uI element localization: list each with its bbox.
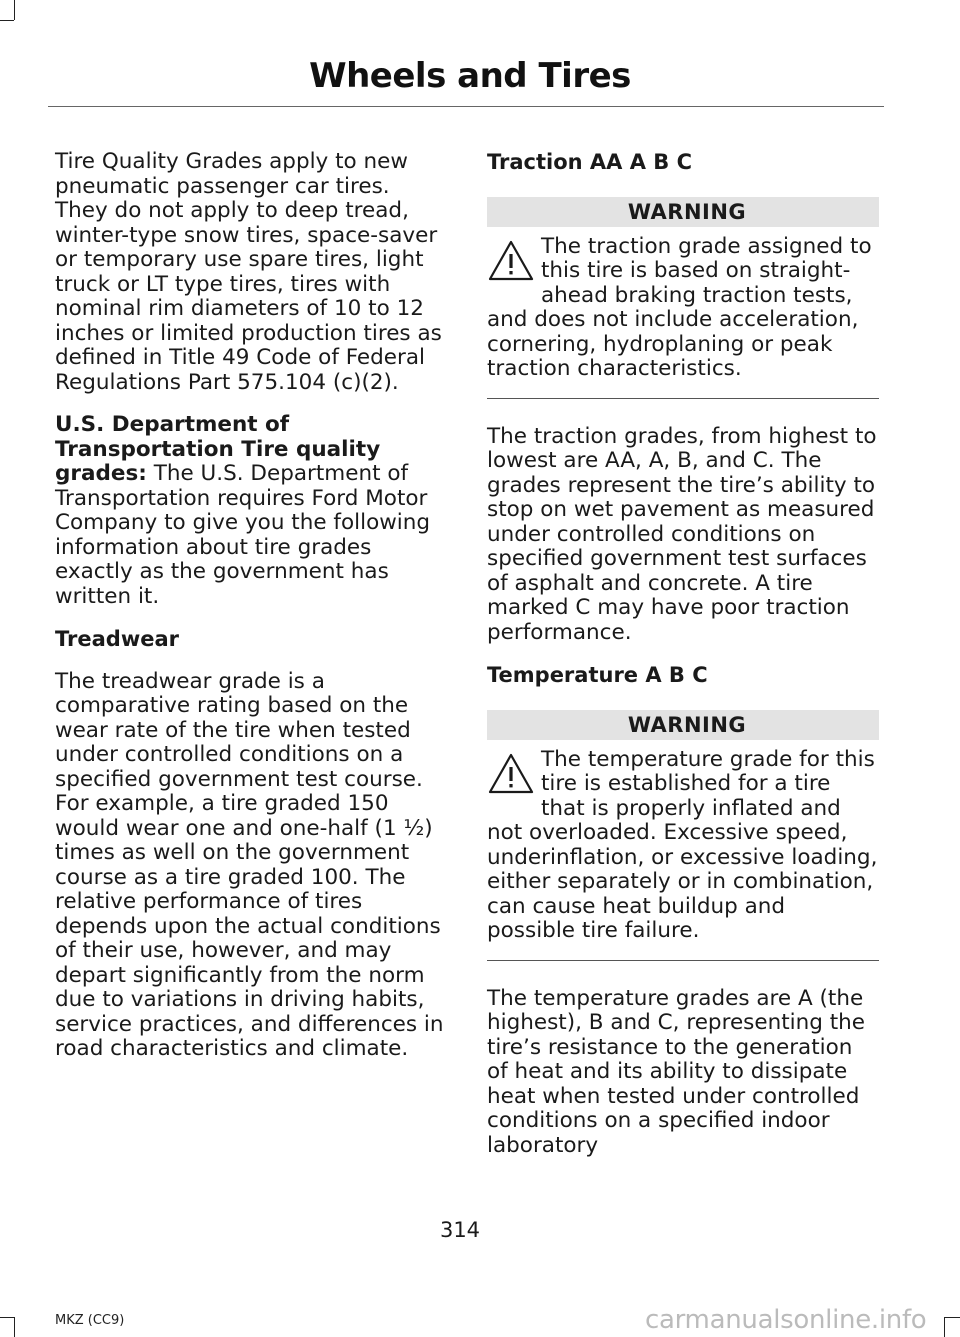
warning-banner: WARNING <box>487 197 879 227</box>
warning-triangle-icon <box>487 752 535 796</box>
temperature-heading: Temperature A B C <box>487 663 708 687</box>
traction-paragraph: The traction grades, from highest to lowest are AA, A, B, and C. The grades represent the tire’s ability to stop on wet pavement as measured under controlled conditions on specified government test surfaces of asphalt and concrete. A tire marked C may have poor traction performance. <box>487 423 877 645</box>
warning-divider <box>487 960 879 961</box>
treadwear-paragraph: The treadwear grade is a comparative rating based on the wear rate of the tire when tested under controlled conditions on a specified government test course. For example, a tire graded 150 would wear one and one-half (1 ½) times as well on the government course as a tire graded 100. The relative performance of tires depends upon the actual conditions of their use, however, and may depart significantly from the norm due to variations in driving habits, service practices, and differences in road characteristics and climate. <box>55 668 444 1061</box>
traction-heading: Traction AA A B C <box>487 150 693 174</box>
page-number: 314 <box>439 1218 481 1242</box>
crop-mark <box>0 1317 14 1318</box>
crop-mark <box>944 1317 945 1337</box>
warning-box <box>487 748 879 961</box>
header-divider <box>48 106 884 107</box>
dot-text: The U.S. Department of Transportation requires Ford Motor Company to give you the following information about tire grades exactly as the government has written it. <box>55 461 431 609</box>
intro-paragraph: Tire Quality Grades apply to new pneumatic passenger car tires. They do not apply to deep tread, winter-type snow tires, space-saver or temporary use spare tires, light truck or LT type tires, tires with nominal rim diameters of 10 to 12 inches or limited production tires as defined in Title 49 Code of Federal Regulations Part 575.104 (c)(2). <box>55 149 442 395</box>
warning-text: The temperature grade for this tire is established for a tire that is properly inflated and not overloaded. Excessive speed, underinflation, or excessive loading, either separately or in combination, can cause heat buildup and possible tire failure. <box>487 746 878 943</box>
watermark: carmanualsonline.info <box>645 1305 927 1335</box>
right-column <box>487 150 879 1176</box>
warning-triangle-icon <box>487 239 535 283</box>
crop-mark <box>945 1317 960 1318</box>
warning-banner: WARNING <box>487 710 879 740</box>
left-column <box>55 150 447 1080</box>
temperature-paragraph: The temperature grades are A (the highest), B and C, representing the tire’s resistance to the generation of heat and its ability to dissipate heat when tested under controlled conditions on a specified indoor laboratory <box>487 985 866 1158</box>
model-label: MKZ (CC9) <box>55 1313 125 1328</box>
page-title: Wheels and Tires <box>309 56 631 96</box>
warning-divider <box>487 398 879 399</box>
dot-paragraph <box>55 413 447 609</box>
crop-mark <box>0 20 14 21</box>
warning-box <box>487 235 879 399</box>
warning-text: The traction grade assigned to this tire is based on straight-ahead braking traction tests, and does not include acceleration, cornering, hydroplaning or peak traction characteristics. <box>487 233 872 381</box>
crop-mark <box>14 1317 15 1337</box>
crop-mark <box>14 0 15 20</box>
dot-heading: U.S. Department of Transportation Tire quality grades: <box>55 412 381 486</box>
treadwear-heading: Treadwear <box>55 627 179 651</box>
